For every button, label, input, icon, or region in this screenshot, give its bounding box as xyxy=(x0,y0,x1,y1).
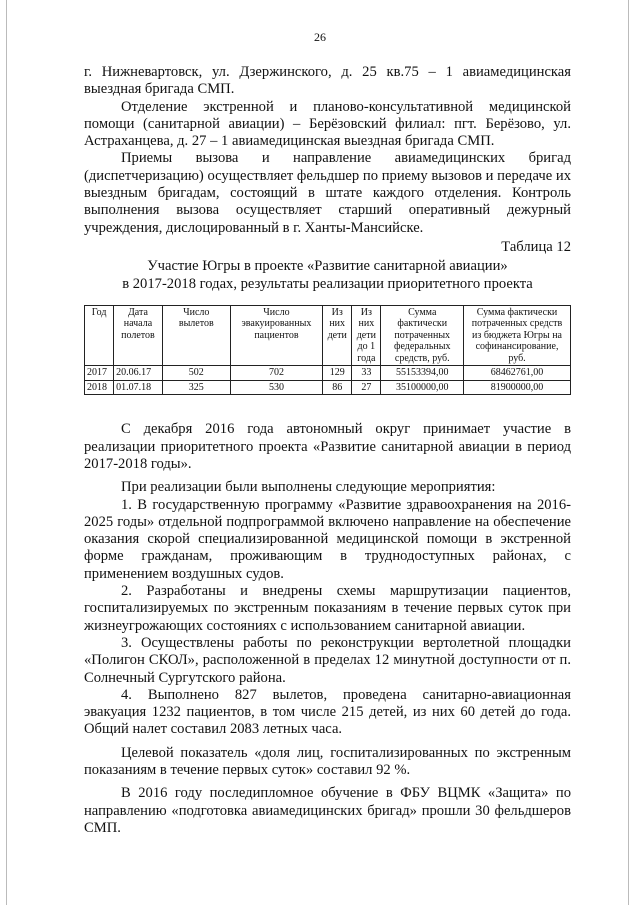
left-edge-line xyxy=(6,0,7,905)
paragraph-measure-3: 3. Осуществлены работы по реконструкции вертолетной площадки «Полигон СКОЛ», расположенной в пределах 12 минутной доступности от п. Солнечный Сургутского района. xyxy=(84,634,571,686)
right-edge-line xyxy=(628,0,629,905)
cell-children: 86 xyxy=(323,380,352,395)
cell-flights: 325 xyxy=(162,380,230,395)
aviation-results-table xyxy=(84,305,571,396)
cell-start-date: 01.07.18 xyxy=(114,380,163,395)
paragraph-measure-1: 1. В государственную программу «Развитие здравоохранения на 2016-2025 годы» отдельной подпрограммой включено направление на обеспечение оказания скорой специализированной медицинской помощи в экстренной форме гражданам, проживающим в труднодоступных районах, с применением воздушных судов. xyxy=(84,496,571,582)
cell-evacuated: 530 xyxy=(230,380,322,395)
header-federal-funds: Сумма фактически потраченных федеральных средств, руб. xyxy=(381,305,464,366)
cell-infants: 27 xyxy=(352,380,381,395)
paragraph-measures-intro: При реализации были выполнены следующие мероприятия: xyxy=(121,479,496,496)
paragraph-berezovo-branch: Отделение экстренной и планово-консультативной медицинской помощи (санитарной авиации) – Берёзовский филиал: пгт. Берёзово, ул. Астраханцева, д. 27 – 1 авиамедицинская выездная бригада СМП. xyxy=(84,98,571,150)
header-infants: Из них дети до 1 года xyxy=(352,305,381,366)
cell-infants: 33 xyxy=(352,366,381,381)
cell-start-date: 20.06.17 xyxy=(114,366,163,381)
cell-federal-funds: 35100000,00 xyxy=(381,380,464,395)
header-flights: Число вылетов xyxy=(162,305,230,366)
cell-year: 2017 xyxy=(85,366,114,381)
table-row xyxy=(85,366,571,381)
table-caption-line2: в 2017-2018 годах, результаты реализации приоритетного проекта xyxy=(122,275,533,292)
table-header-row xyxy=(85,305,571,366)
document-body xyxy=(84,64,571,837)
paragraph-target-indicator: Целевой показатель «доля лиц, госпитализированных по экстренным показаниям в течение первых суток» составил 92 %. xyxy=(84,744,571,778)
header-year: Год xyxy=(85,305,114,366)
cell-children: 129 xyxy=(323,366,352,381)
table-caption-line1: Участие Югры в проекте «Развитие санитарной авиации» xyxy=(147,258,508,275)
paragraph-measure-4: 4. Выполнено 827 вылетов, проведена санитарно-авиационная эвакуация 1232 пациентов, в том числе 215 детей, из них 60 детей до года. Общий налет составил 2083 летных часа. xyxy=(84,686,571,738)
cell-federal-funds: 55153394,00 xyxy=(381,366,464,381)
cell-evacuated: 702 xyxy=(230,366,322,381)
header-children: Из них дети xyxy=(323,305,352,366)
table-row xyxy=(85,380,571,395)
page-number: 26 xyxy=(314,30,326,44)
cell-flights: 502 xyxy=(162,366,230,381)
header-start-date: Дата начала полетов xyxy=(114,305,163,366)
paragraph-dispatch: Приемы вызова и направление авиамедицинских бригад (диспетчеризацию) осуществляет фельдшер по приему вызовов и передаче их выездным бригадам, состоящий в штате каждого отделения. Контроль выполнения вызова осуществляет старший оперативный дежурный учреждения, дислоцированный в г. Ханты-Мансийске. xyxy=(84,150,571,236)
paragraph-training: В 2016 году последипломное обучение в ФБУ ВЦМК «Защита» по направлению «подготовка авиамедицинских бригад» прошли 30 фельдшеров СМП. xyxy=(84,785,571,836)
paragraph-address-nizhnevartovsk: г. Нижневартовск, ул. Дзержинского, д. 25 кв.75 – 1 авиамедицинская выездная бригада СМП. xyxy=(84,64,571,98)
paragraph-project-participation: С декабря 2016 года автономный округ принимает участие в реализации приоритетного проекта «Развитие санитарной авиации в период 2017-2018 годы». xyxy=(84,421,571,472)
paragraph-measure-2: 2. Разработаны и внедрены схемы маршрутизации пациентов, госпитализируемых по экстренным показаниям в течение первых суток при жизнеугрожающих состояниях с использованием санитарной авиации. xyxy=(84,583,571,634)
table-label: Таблица 12 xyxy=(501,238,571,255)
cell-regional-funds: 81900000,00 xyxy=(464,380,571,395)
cell-year: 2018 xyxy=(85,380,114,395)
header-evacuated: Число эвакуированных пациентов xyxy=(230,305,322,366)
cell-regional-funds: 68462761,00 xyxy=(464,366,571,381)
header-regional-funds: Сумма фактически потраченных средств из бюджета Югры на софинансирование, руб. xyxy=(464,305,571,366)
